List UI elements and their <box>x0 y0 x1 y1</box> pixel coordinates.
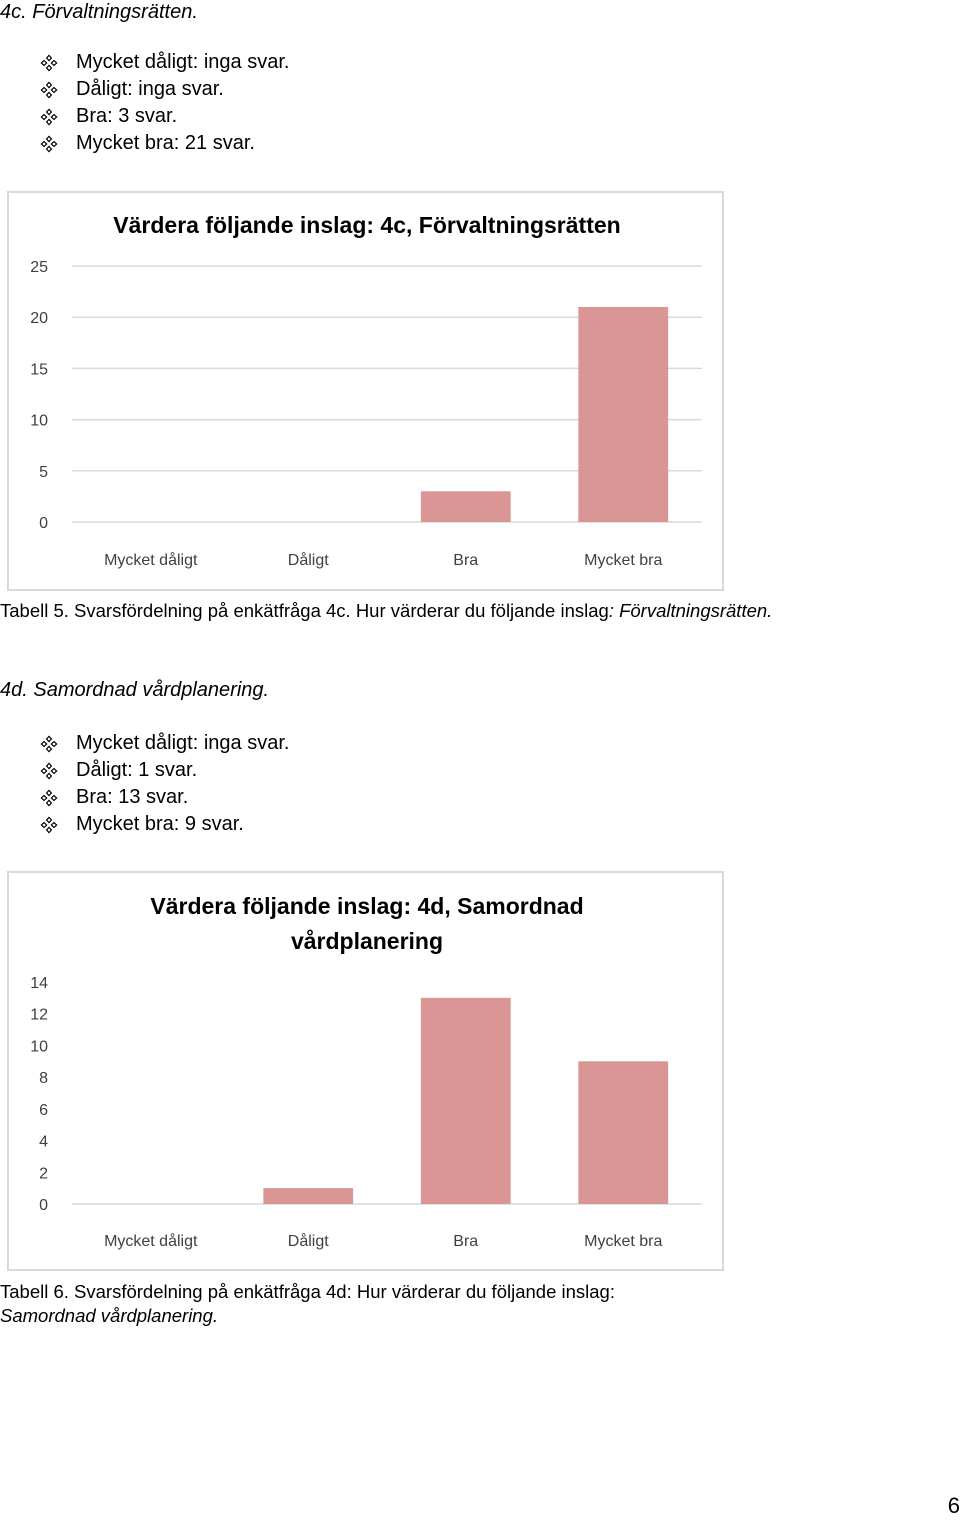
x-category-label: Dåligt <box>287 1233 329 1250</box>
list-item: Bra: 3 svar. <box>40 103 289 130</box>
y-tick-label: 0 <box>39 1197 48 1214</box>
caption-tabell-5: Tabell 5. Svarsfördelning på enkätfråga 4c. Hur värderar du följande inslag: Förvaltningsrätten. <box>0 600 773 621</box>
y-tick-label: 15 <box>30 361 48 379</box>
list-item: Mycket bra: 9 svar. <box>40 811 289 838</box>
diamond-bullet-icon <box>40 81 58 99</box>
list-item: Mycket dåligt: inga svar. <box>40 49 289 76</box>
x-category-label: Mycket dåligt <box>104 552 198 569</box>
list-item: Dåligt: 1 svar. <box>40 757 289 784</box>
section-heading-4d: 4d. Samordnad vårdplanering. <box>0 679 270 701</box>
y-tick-label: 2 <box>39 1165 48 1183</box>
list-item: Mycket dåligt: inga svar. <box>40 730 289 757</box>
x-category-label: Mycket dåligt <box>104 1233 198 1250</box>
y-tick-label: 0 <box>39 515 48 532</box>
caption-tabell-6: Tabell 6. Svarsfördelning på enkätfråga 4d: Hur värderar du följande inslag: Samordnad vårdplanering. <box>0 1281 615 1326</box>
diamond-bullet-icon <box>40 135 58 153</box>
list-item: Mycket bra: 21 svar. <box>40 130 289 157</box>
y-tick-label: 14 <box>30 975 48 992</box>
x-category-label: Bra <box>453 552 479 569</box>
list-item: Bra: 13 svar. <box>40 784 289 811</box>
diamond-bullet-icon <box>40 108 58 126</box>
y-tick-label: 10 <box>30 1038 48 1056</box>
page-number: 6 <box>947 1493 960 1518</box>
y-tick-label: 6 <box>39 1101 48 1119</box>
diamond-bullet-icon <box>40 54 58 72</box>
list-item: Dåligt: inga svar. <box>40 76 289 103</box>
x-category-label: Mycket bra <box>584 1233 663 1250</box>
diamond-bullet-icon <box>40 789 58 807</box>
y-tick-label: 4 <box>39 1133 48 1151</box>
chart-frame-4c <box>7 191 724 591</box>
chart-title: Värdera följande inslag: 4d, Samordnad <box>150 893 584 919</box>
y-tick-label: 10 <box>30 412 48 430</box>
y-tick-label: 8 <box>39 1070 48 1088</box>
answer-list-4d <box>40 730 289 838</box>
diamond-bullet-icon <box>40 762 58 780</box>
section-heading-4c: 4c. Förvaltningsrätten. <box>0 1 198 23</box>
x-category-label: Dåligt <box>287 552 329 569</box>
y-tick-label: 25 <box>30 259 48 276</box>
y-tick-label: 12 <box>30 1006 48 1024</box>
x-category-label: Mycket bra <box>584 552 663 569</box>
diamond-bullet-icon <box>40 816 58 834</box>
diamond-bullet-icon <box>40 735 58 753</box>
y-tick-label: 20 <box>30 310 48 328</box>
chart-frame-4d <box>7 871 724 1271</box>
y-tick-label: 5 <box>39 463 48 481</box>
x-category-label: Bra <box>453 1233 479 1250</box>
chart-title: vårdplanering <box>290 928 444 954</box>
answer-list-4c <box>40 49 289 157</box>
chart-title: Värdera följande inslag: 4c, Förvaltningsrätten <box>113 212 621 238</box>
